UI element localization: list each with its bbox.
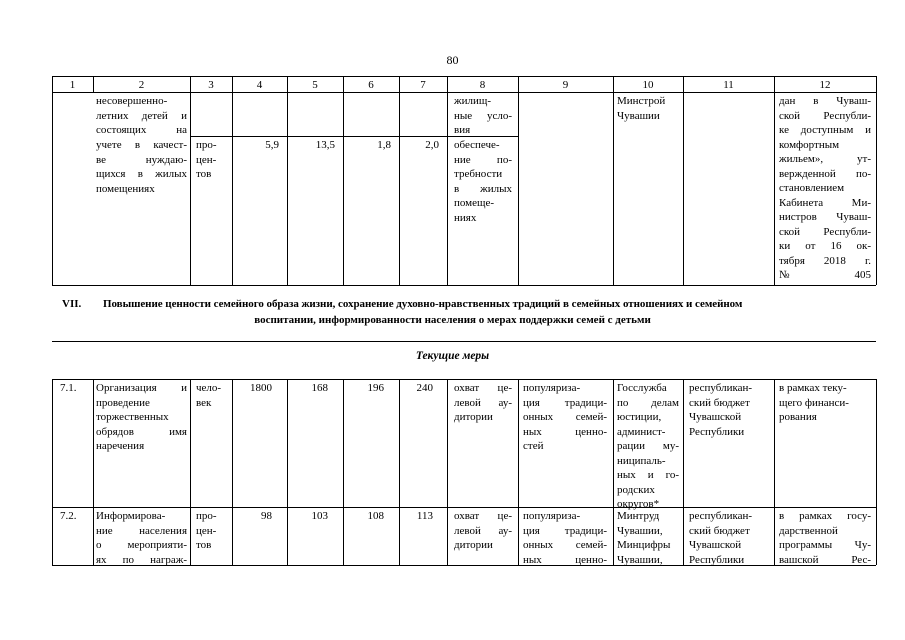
header-col-9: 9 — [562, 79, 569, 91]
header-col-5: 5 — [312, 79, 318, 91]
header-col-11: 11 — [723, 79, 734, 91]
header-col-10: 10 — [642, 79, 654, 91]
row-divider — [52, 507, 876, 508]
row-value-4: 113 — [416, 510, 433, 522]
row-result: популяриза- ция традици- онных семей- ных ценно- стей — [523, 382, 607, 452]
header-col-4: 4 — [256, 79, 263, 91]
row-value-4: 240 — [416, 382, 433, 394]
header-col-7: 7 — [420, 79, 426, 91]
table-top-border — [52, 379, 876, 380]
header-col-1: 1 — [69, 79, 76, 91]
section-title-line-1: Повышение ценности семейного образа жизни, сохранение духовно-нравственных традиций в семейных отношениях и семейном — [103, 298, 743, 310]
cont-indicator-bottom: обеспече- ние по- требности в жилых помеще- ниях — [454, 139, 512, 224]
row-note: в рамках теку- щего финанси- рования — [779, 382, 849, 423]
row-value-3: 108 — [367, 510, 384, 522]
row-funding-source: республикан- ский бюджет Чувашской Республики — [689, 382, 753, 438]
page-number: 80 — [446, 53, 459, 67]
section-number: VII. — [62, 298, 82, 310]
section-title-line-2: воспитании, информированности населения о мерах поддержки семей с детьми — [254, 314, 651, 326]
cont-name-bottom: учете в качест- ве нуждаю- щихся в жилых помещениях — [96, 139, 187, 195]
row-indicator: охват це- левой ау- дитории — [454, 510, 512, 551]
row-indicator: охват це- левой ау- дитории — [454, 382, 512, 423]
row-value-3: 196 — [367, 382, 384, 394]
cont-name-top: несовершенно- летних детей и состоящих на — [96, 95, 187, 136]
cont-value-1: 5,9 — [265, 139, 279, 151]
table-top-border — [52, 76, 876, 77]
row-funding-source: республикан- ский бюджет Чувашской Республики — [689, 510, 753, 566]
row-result: популяриза- ция традици- онных семей- ных ценно- — [523, 510, 607, 566]
row-unit: про- цен- тов — [196, 510, 217, 551]
cont-executor: Минстрой Чувашии — [617, 95, 666, 122]
row-note: в рамках госу- дарственной программы Чу- вашской Рес- — [779, 510, 871, 566]
row-executor: Минтруд Чувашии, Минцифры Чувашии, — [617, 510, 671, 566]
cont-unit: про- цен- тов — [196, 139, 217, 180]
cont-value-2: 13,5 — [315, 139, 335, 151]
current-measures-heading: Текущие меры — [415, 350, 490, 362]
header-col-3: 3 — [208, 79, 214, 91]
row-number: 7.1. — [60, 382, 77, 394]
cont-note: дан в Чуваш- ской Республи- ке доступным и комфортным жильем», ут- вержденной по- становлением Кабинета Ми- нистров Чуваш- ской Республи- ки от 16 ок- тября 2018 г. № 405 — [779, 95, 871, 281]
row-value-2: 103 — [311, 510, 328, 522]
header-col-12: 12 — [819, 79, 831, 91]
table-bottom-border — [52, 285, 876, 286]
row-name: Организация и проведение торжественных обрядов имя наречения — [96, 382, 187, 452]
header-col-6: 6 — [368, 79, 374, 91]
cont-indicator-top: жилищ- ные усло- вия — [454, 95, 512, 136]
row-value-1: 98 — [261, 510, 272, 522]
header-col-8: 8 — [479, 79, 486, 91]
row-executor: Госслужба по делам юстиции, админист- рации му- ниципаль- ных и го- родских округов* — [617, 382, 679, 510]
row-value-1: 1800 — [250, 382, 272, 394]
row-unit: чело- век — [196, 382, 222, 409]
row-name: Информирова- ние населения о мероприяти- ях по награж- — [96, 510, 187, 566]
cont-value-4: 2,0 — [425, 139, 439, 151]
row-value-2: 168 — [311, 382, 328, 394]
row-number: 7.2. — [60, 510, 77, 522]
cont-value-3: 1,8 — [377, 139, 391, 151]
header-col-2: 2 — [138, 79, 145, 91]
section-divider — [52, 341, 876, 342]
